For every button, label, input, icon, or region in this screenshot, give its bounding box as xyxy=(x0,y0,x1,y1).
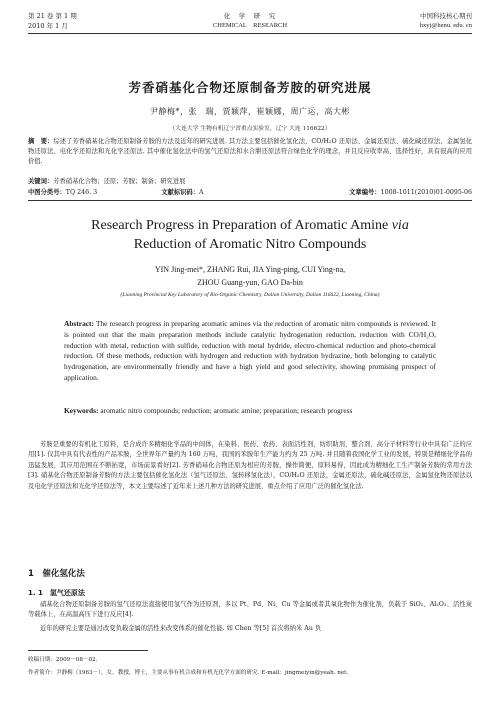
keywords-en-label: Keywords: xyxy=(64,406,99,415)
header-journal-en: CHEMICAL RESEARCH xyxy=(212,22,288,29)
authors-en-line2: ZHOU Guang-yun, GAO Da-bin xyxy=(197,278,303,287)
abstract-cn xyxy=(28,137,472,167)
header-site-url: hxyj@henu. edu. cn xyxy=(419,22,472,29)
intro-paragraph: 芳胺是重要的有机化工原料，是合成许多精细化学品的中间体，在染料、医药、农药、表面活性剂、纺织助剂、整合剂、高分子材料等行业中具有广泛的应用[1]. 仅其中具有代表性的产品苯胺，全世界年产量约为 160 万吨，我国的苯胺年生产能力约为 25 万吨. 并且随着我国化学工业的发展，特别是精细化学品的迅猛发展，其应用范围在不断拓宽，市场前景看好[2]. 芳香硝基化合物还原为相应的芳胺，操作简便，原料易得，因此成为精细化工生产制备芳胺的常用方法[3]. 硝基化合物还原制备芳胺的方法主要包括催化氢化法（氢气还原法、氢转移氢化法），CO/H₂O 还原法，金属还原法，硫化碱还原法，金属氢化物还原法以及电化学还原法和光化学还原法等，本文主要综述了近年来上述几种方法的研究进展，重点介绍了应用广泛的催化氢化法. xyxy=(28,441,472,490)
paragraph-1-1a: 硝基化合物还原制备芳胺的氢气还原法直接使用氢气作为还原剂，多以 Pt、Pd、Ni、Cu 等金属或者其氧化物作为催化剂，负载于 SiO₂、Al₂O₃、活性炭等载体上，在高温高压下进行反应[4]. xyxy=(28,601,472,618)
abstract-rule xyxy=(28,200,472,201)
abstract-cn-text: 综述了芳香硝基化合物还原制备芳胺的方法及近年的研究进展. 其方法主要包括催化氢化法、CO/H₂O 还原法、金属还原法、硫化碱还原法、金属氢化物还原法、电化学还原法和光化学还原法. 其中催化氢化法中的氢气还原法和水合肼还原法符合绿色化学的理念，并且反应收率高、选择性好，具有很高的应用价值. xyxy=(28,138,473,165)
article-title-en xyxy=(28,216,472,235)
title-en-line1: Research Progress in Preparation of Aromatic Amine xyxy=(91,218,389,233)
keywords-en xyxy=(64,406,436,417)
affiliation-en: (Liaoning Provincial Key Laboratory of Bio-Organic Chemistry, Dalian University, Dalian 116622, Liaoning, China) xyxy=(120,292,380,298)
doc-code-label: 文献标识码： xyxy=(161,189,199,196)
title-en-via: via xyxy=(391,218,409,233)
clc-label: 中图分类号： xyxy=(28,189,66,196)
article-no-value: 1008-1011(2010)01-0095-06 xyxy=(380,189,472,196)
header-site-name: 中国科技核心期刊 xyxy=(420,12,472,20)
authors-en-line1: YIN Jing-mei*, ZHANG Rui, JIA Ying-ping, CUI Ying-na, xyxy=(154,265,346,274)
section-1-1-heading: 1. 1 氢气还原法 xyxy=(28,589,85,597)
header-journal-cn: 化 学 研 究 xyxy=(223,12,277,20)
section-1-heading: 1 催化氢化法 xyxy=(28,569,85,579)
header-rule xyxy=(28,33,472,34)
header-date: 2010 年 1 月 xyxy=(28,22,68,30)
doc-code-value: A xyxy=(199,189,204,196)
affiliation-cn: （大连大学 生物有机辽宁省重点实验室，辽宁 大连 116622） xyxy=(169,126,331,132)
footnote-rule xyxy=(28,650,148,651)
article-no-label: 文章编号： xyxy=(349,189,381,196)
abstract-en xyxy=(64,319,436,384)
abstract-en-label: Abstract: xyxy=(64,319,94,328)
abstract-cn-label: 摘 要： xyxy=(28,138,54,145)
clc-value: TQ 246. 3 xyxy=(65,189,98,196)
header-issue: 第 21 卷 第 1 期 xyxy=(28,12,77,20)
authors-cn: 尹静梅*，张 瑞，贾颖萍，崔颖娜，周广运，高大彬 xyxy=(150,107,350,116)
keywords-en-text: aromatic nitro compounds; reduction; aromatic amine; preparation; research progress xyxy=(100,406,353,415)
footnote-received: 收稿日期：2009－08－02. xyxy=(28,657,98,663)
keywords-cn-text: 芳香硝基化合物；还原；芳胺；制备；研究进展 xyxy=(53,178,186,185)
title-en-line2: Reduction of Aromatic Nitro Compounds xyxy=(133,237,367,252)
keywords-cn-label: 关键词： xyxy=(28,178,54,185)
keywords-cn xyxy=(28,177,472,187)
article-number xyxy=(300,188,472,198)
abstract-en-text: The research progress in preparing aromatic amines via the reduction of aromatic nitro compounds is reviewed. It is pointed out that the main preparation methods include catalytic hydrogenation reduction, reduction with CO/H₂O, reduction with metal, reduction with sulfide, reduction with metal hydride, electro-chemical reduction and photo-chemical reduction. Of these methods, reduction with hydrogen and reduction with hydration hydrazine, both belonging to catalytic hydrogenation, are environmentally friendly and have a high yield and good selectivity, showing promising prospect of application. xyxy=(64,319,437,382)
article-title-cn: 芳香硝基化合物还原制备芳胺的研究进展 xyxy=(128,80,372,95)
paragraph-1-1b: 近年的研究主要是通过改变负载金属的活性来改变体系的催化性能. 如 Chen 等[5] 首次将纳米 Au 负 xyxy=(40,625,322,632)
footnote-author: 作者简介：尹静梅（1963－），女，教授，博士，主要从事有机合成和有机光化学方面的研究. E-mail：jingmeiyin@yeah. net. xyxy=(28,670,349,676)
